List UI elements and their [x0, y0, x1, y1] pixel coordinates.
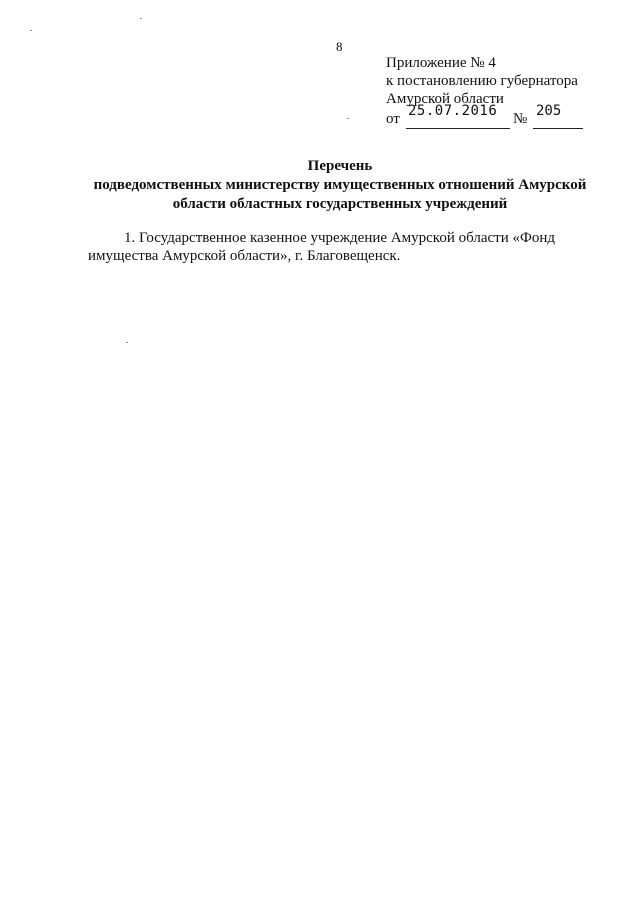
page-number: 8	[336, 39, 343, 54]
decree-date-number	[386, 103, 578, 127]
scan-speck	[347, 118, 349, 119]
appendix-region: Амурской области	[386, 91, 504, 107]
scan-speck	[30, 30, 32, 31]
date-underline	[406, 128, 510, 129]
list-item-1-line1: 1. Государственное казенное учреждение Амурской области «Фонд	[124, 230, 555, 246]
scan-speck	[140, 18, 142, 19]
title-subtitle-line2: области областных государственных учреждений	[172, 196, 508, 212]
appendix-number: Приложение № 4	[386, 55, 496, 71]
institution-list	[88, 229, 608, 265]
from-label: от	[386, 111, 400, 127]
decree-date: 25.07.2016	[408, 103, 498, 119]
title-heading: Перечень	[307, 158, 373, 174]
decree-number: 205	[536, 103, 562, 119]
scan-speck	[126, 342, 128, 343]
number-label: №	[513, 111, 528, 127]
appendix-header	[386, 54, 578, 126]
title-subtitle-line1: подведомственных министерству имущественных отношений Амурской	[93, 177, 587, 193]
list-item-1-line2: имущества Амурской области», г. Благовещенск.	[88, 248, 401, 264]
appendix-reference: к постановлению губернатора	[386, 73, 578, 89]
number-underline	[533, 128, 583, 129]
document-title	[60, 157, 620, 214]
